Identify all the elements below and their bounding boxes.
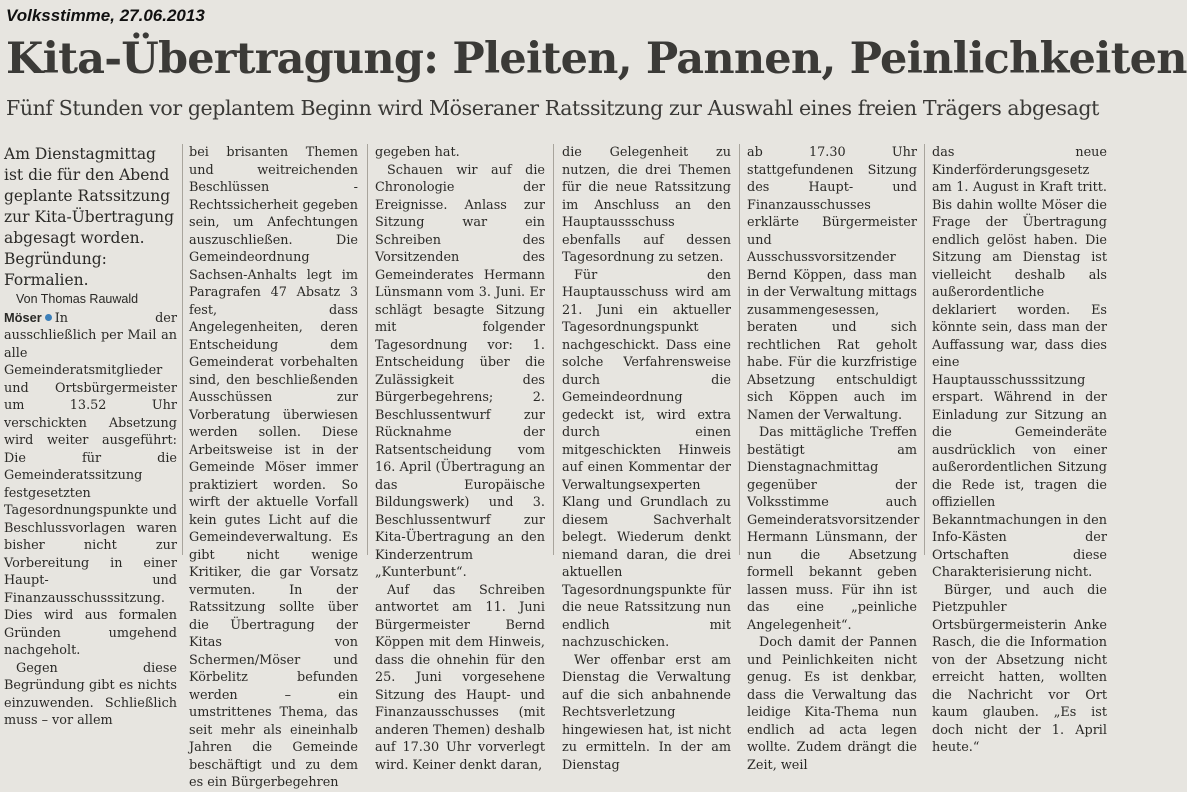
column-divider xyxy=(182,144,183,555)
article-paragraph: Bürger, und auch die Pietzpuhler Ortsbürgermeisterin Anke Rasch, die die Information von der Absetzung nicht erreicht hatten, wollten die Nachricht vor Ort kaum glauben. „Es ist doch nicht der 1. April heute.“ xyxy=(932,582,1107,755)
newspaper-source: Volksstimme, 27.06.2013 xyxy=(6,6,205,25)
column-divider xyxy=(553,144,554,555)
column-divider xyxy=(924,144,925,555)
column-4 xyxy=(562,144,731,773)
article-paragraph xyxy=(4,309,177,660)
column-6 xyxy=(932,144,1107,755)
column-divider xyxy=(367,144,368,555)
paragraph-text: In der ausschließlich per Mail an alle Gemeinderatsmitglieder und Ortsbürgermeister um 13.52 Uhr verschickten Absetzung wird weiter ausgeführt: Die für die Gemeinderatssitzung festgesetzten Tagesordnungspunkte und Beschlussvorlagen waren bisher nicht zur Vorbereitung in einer Haupt- und Finanzausschusssitzung. Dies wird aus formalen Gründen umgehend nachgeholt. xyxy=(4,310,177,658)
article-paragraph: Das mittägliche Treffen bestätigt am Dienstagnachmittag gegenüber der Volksstimme auch Gemeinderatsvorsitzender Hermann Lünsmann, der nun die Absetzung formell bekannt geben lassen muss. Für ihn ist das eine „peinliche Angelegenheit“. xyxy=(747,425,920,633)
headline: Kita-Übertragung: Pleiten, Pannen, Peinlichkeiten xyxy=(6,34,1187,84)
article-paragraph: das neue Kinderförderungsgesetz am 1. August in Kraft tritt. Bis dahin wollte Möser die Frage der Übertragung endlich gelöst haben. Die Sitzung am Dienstag ist vielleicht deshalb als außerordentliche deklariert worden. Es könnte sein, dass man der Auffassung war, dass dies eine Hauptausschusssitzung erspart. Während in der Einladung zur Sitzung an die Gemeinderäte ausdrücklich von einer außerordentlichen Sitzung die Rede ist, tragen die offiziellen Bekanntmachungen in den Info-Kästen der Ortschaften diese Charakterisierung nicht. xyxy=(932,145,1107,580)
article-paragraph: gegeben hat. xyxy=(375,145,460,160)
column-divider xyxy=(739,144,740,555)
article-paragraph: Doch damit der Pannen und Peinlichkeiten nicht genug. Es ist denkbar, dass die Verwaltung das leidige Kita-Thema nun endlich ad acta legen wollte. Zudem drängt die Zeit, weil xyxy=(747,635,917,773)
subheadline: Fünf Stunden vor geplantem Beginn wird Möseraner Ratssitzung zur Auswahl eines freien Trägers abgesagt xyxy=(6,96,1099,120)
article-paragraph: Auf das Schreiben antwortet am 11. Juni Bürgermeister Bernd Köppen mit dem Hinweis, dass die ohnehin für den 25. Juni vorgesehene Sitzung des Haupt- und Finanzausschusses (mit anderen Themen) deshalb auf 17.30 Uhr vorverlegt wird. Keiner denkt daran, xyxy=(375,582,545,773)
bullet-dot-icon xyxy=(45,314,52,321)
column-5 xyxy=(747,144,920,773)
article-paragraph: Schauen wir auf die Chronologie der Ereignisse. Anlass zur Sitzung war ein Schreiben des Vorsitzenden des Gemeinderates Hermann Lünsmann vom 3. Juni. Er schlägt besagte Sitzung mit folgender Tagesordnung vor: 1. Entscheidung über die Zulässigkeit des Bürgerbegehrens; 2. Beschlussentwurf zur Rücknahme der Ratsentscheidung vom 16. April (Übertragung an das Europäische Bildungswerk) und 3. Beschlussentwurf zur Kita-Übertragung an den Kinderzentrum „Kunterbunt“. xyxy=(375,162,545,580)
column-1 xyxy=(4,144,177,728)
column-2 xyxy=(189,144,358,790)
byline: Von Thomas Rauwald xyxy=(16,292,139,306)
article-paragraph: die Gelegenheit zu nutzen, die drei Themen für die neue Ratssitzung im Anschluss an den Hauptaussschuss ebenfalls auf dessen Tagesordnung zu setzen. xyxy=(562,145,731,265)
lead-paragraph: Am Dienstagmittag ist die für den Abend geplante Ratssitzung zur Kita-Übertragung abgesagt worden. Begründung: Formalien. xyxy=(4,145,174,289)
article-paragraph: Gegen diese Begründung gibt es nichts einzuwenden. Schließlich muss – vor allem xyxy=(4,660,177,728)
article-paragraph: ab 17.30 Uhr stattgefundenen Sitzung des Haupt- und Finanzausschusses erklärte Bürgermeister und Ausschussvorsitzender Bernd Köppen, dass man in der Verwaltung mittags zusammengesessen, beraten und sich rechtlichen Rat geholt habe. Für die kurzfristige Absetzung entschuldigt sich Köppen auch im Namen der Verwaltung. xyxy=(747,145,917,423)
article-paragraph: Wer offenbar erst am Dienstag die Verwaltung auf die sich anbahnende Rechtsverletzung hingewiesen hat, ist nicht zu ermitteln. In der am Dienstag xyxy=(562,652,731,773)
article-paragraph: Für den Hauptausschuss wird am 21. Juni ein aktueller Tagesordnungspunkt nachgeschickt. Dass eine solche Verfahrensweise durch die Gemeindeordnung gedeckt ist, wird extra durch einen mitgeschickten Hinweis auf einen Kommentar der Verwaltungsexperten Klang und Grundlach zu diesem Sachverhalt belegt. Wiederum denkt niemand daran, die drei aktuellen Tagesordnungspunkte für die neue Ratssitzung nun endlich mit nachzuschicken. xyxy=(562,267,731,650)
article-paragraph: bei brisanten Themen und weitreichenden Beschlüssen - Rechtssicherheit gegeben sein, um Anfechtungen auszuschließen. Die Gemeindeordnung Sachsen-Anhalts legt im Paragrafen 47 Absatz 3 fest, dass Angelegenheiten, deren Entscheidung dem Gemeinderat vorbehalten sind, den beschließenden Ausschüssen zur Vorberatung überwiesen werden sollen. Diese Arbeitsweise ist in der Gemeinde Möser immer praktiziert worden. So wirft der aktuelle Vorfall kein gutes Licht auf die Gemeindeverwaltung. Es gibt nicht wenige Kritiker, die gar Vorsatz vermuten. In der Ratssitzung sollte über die Übertragung der Kitas von Schermen/Möser und Körbelitz befunden werden – ein umstrittenes Thema, das seit mehr als eineinhalb Jahren die Gemeinde beschäftigt und zu dem es ein Bürgerbegehren xyxy=(189,145,358,790)
column-3 xyxy=(375,144,545,773)
dateline: Möser xyxy=(4,309,42,325)
